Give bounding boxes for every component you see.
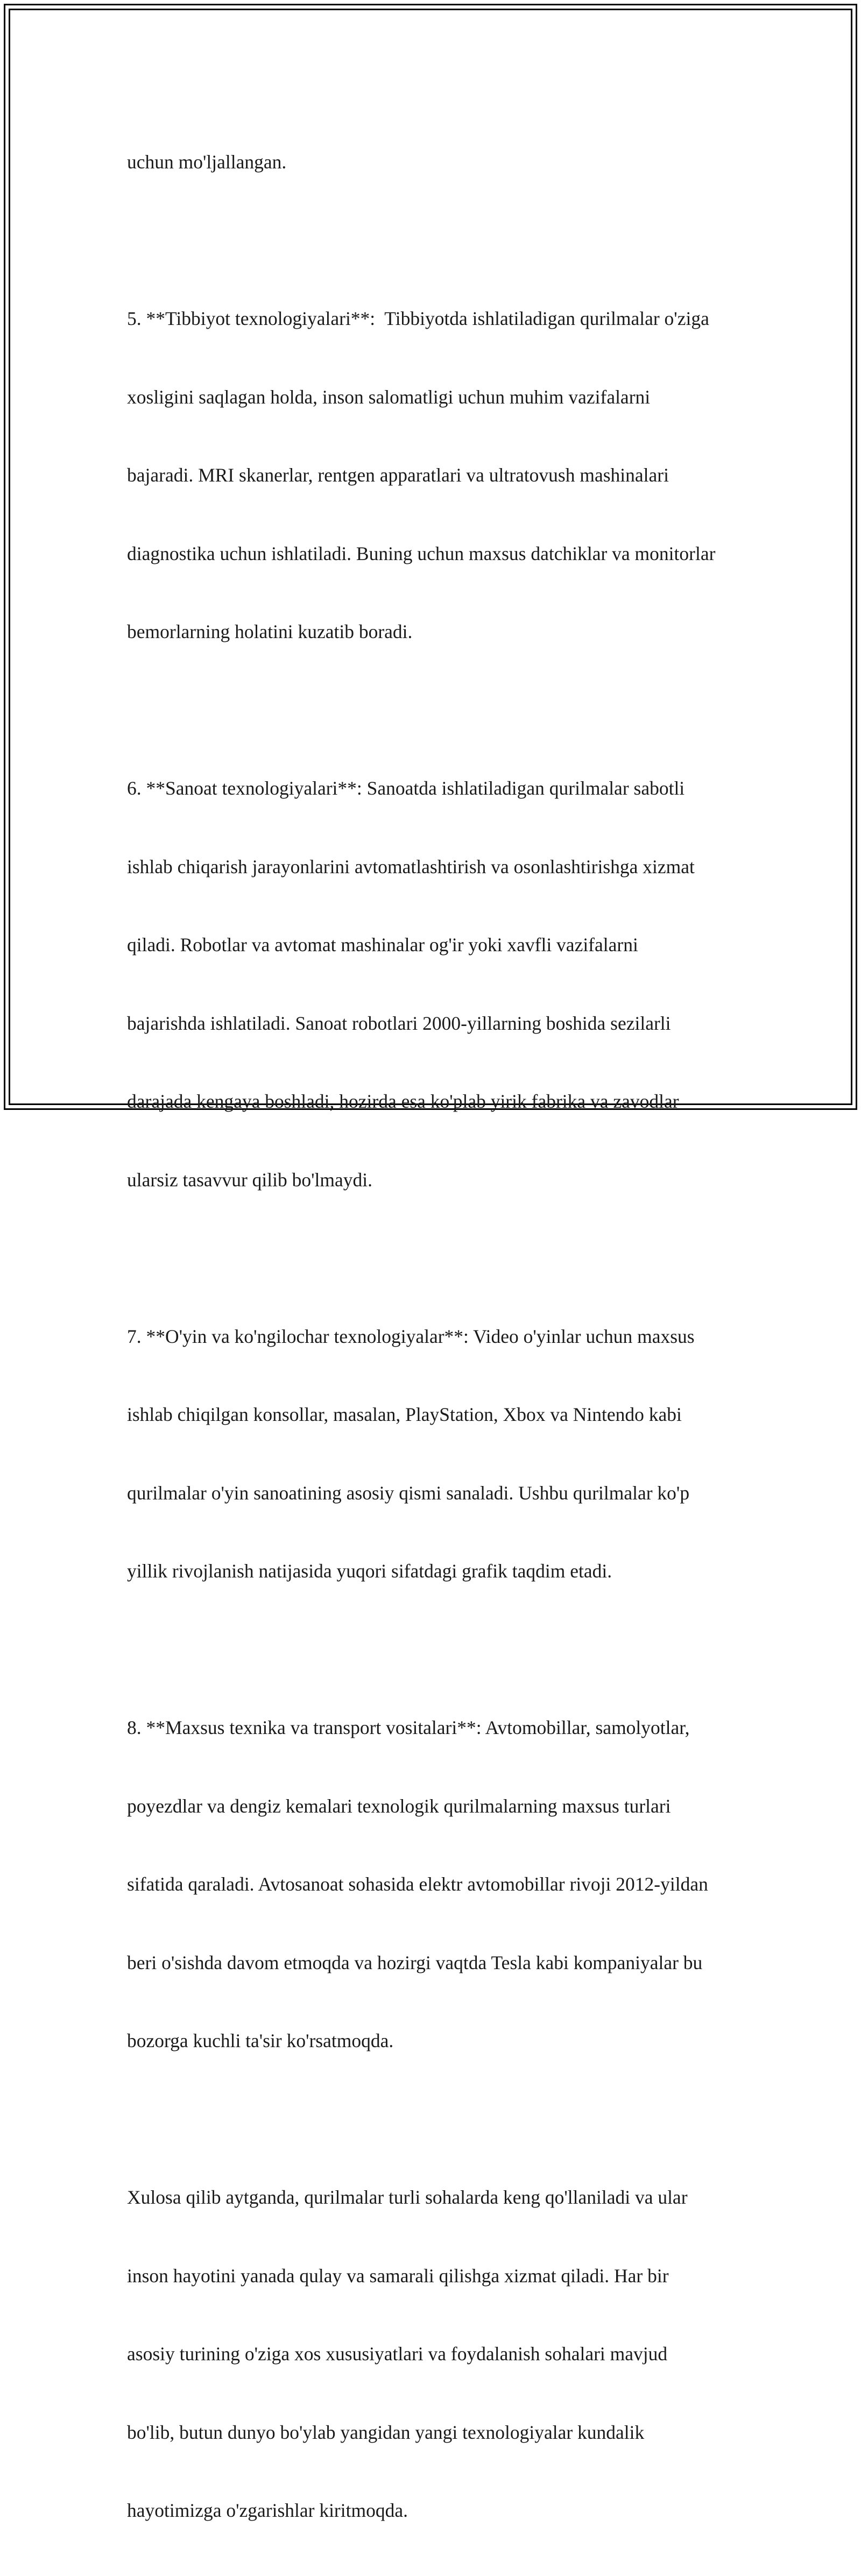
text-line: poyezdlar va dengiz kemalari texnologik qurilmalarning maxsus turlari bbox=[127, 1795, 671, 1817]
paragraph-conclusion bbox=[127, 2132, 740, 2576]
text-line: bajaradi. MRI skanerlar, rentgen apparatlari va ultratovush mashinalari bbox=[127, 464, 669, 486]
text-line: bajarishda ishlatiladi. Sanoat robotlari 2000-yillarning boshida sezilarli bbox=[127, 1012, 671, 1034]
text-line: qiladi. Robotlar va avtomat mashinalar og'ir yoki xavfli vazifalarni bbox=[127, 934, 638, 956]
text-line: beri o'sishda davom etmoqda va hozirgi vaqtda Tesla kabi kompaniyalar bu bbox=[127, 1951, 703, 1973]
text-line: xosligini saqlagan holda, inson salomatligi uchun muhim vazifalarni bbox=[127, 386, 651, 408]
text-line: 8. **Maxsus texnika va transport vositalari**: Avtomobillar, samolyotlar, bbox=[127, 1717, 690, 1738]
text-line: bemorlarning holatini kuzatib boradi. bbox=[127, 621, 413, 642]
text-line: 5. **Tibbiyot texnologiyalari**: Tibbiyotda ishlatiladigan qurilmalar o'ziga bbox=[127, 308, 709, 329]
text-line: bo'lib, butun dunyo bo'ylab yangidan yangi texnologiyalar kundalik bbox=[127, 2421, 645, 2443]
text-line: diagnostika uchun ishlatiladi. Buning uchun maxsus datchiklar va monitorlar bbox=[127, 542, 716, 564]
text-line: Xulosa qilib aytganda, qurilmalar turli sohalarda keng qo'llaniladi va ular bbox=[127, 2186, 688, 2208]
text-line: ishlab chiqilgan konsollar, masalan, PlayStation, Xbox va Nintendo kabi bbox=[127, 1404, 682, 1425]
text-line: inson hayotini yanada qulay va samarali qilishga xizmat qiladi. Har bir bbox=[127, 2264, 669, 2287]
paragraph-gaming-technologies bbox=[127, 1271, 740, 1637]
text-line: asosiy turining o'ziga xos xususiyatlari va foydalanish sohalari mavjud bbox=[127, 2343, 668, 2365]
paragraph-transport-technologies bbox=[127, 1662, 740, 2106]
text-line: uchun mo'ljallangan. bbox=[127, 151, 287, 173]
text-line: 6. **Sanoat texnologiyalari**: Sanoatda ishlatiladigan qurilmalar sabotli bbox=[127, 777, 685, 799]
text-line: hayotimizga o'zgarishlar kiritmoqda. bbox=[127, 2500, 408, 2521]
document-body bbox=[127, 97, 740, 2576]
text-line: sifatida qaraladi. Avtosanoat sohasida elektr avtomobillar rivoji 2012-yildan bbox=[127, 1873, 708, 1895]
text-line: 7. **O'yin va ko'ngilochar texnologiyalar**: Video o'yinlar uchun maxsus bbox=[127, 1325, 695, 1347]
text-line: yillik rivojlanish natijasida yuqori sifatdagi grafik taqdim etadi. bbox=[127, 1560, 612, 1582]
paragraph-continuation bbox=[127, 97, 740, 228]
text-line: qurilmalar o'yin sanoatining asosiy qismi sanaladi. Ushbu qurilmalar ko'p bbox=[127, 1482, 690, 1504]
text-line: darajada kengaya boshladi, hozirda esa ko'plab yirik fabrika va zavodlar bbox=[127, 1091, 679, 1112]
paragraph-industrial-technologies bbox=[127, 723, 740, 1245]
paragraph-medical-technologies bbox=[127, 253, 740, 697]
text-line: bozorga kuchli ta'sir ko'rsatmoqda. bbox=[127, 2030, 394, 2051]
text-line: ularsiz tasavvur qilib bo'lmaydi. bbox=[127, 1169, 372, 1191]
text-line: ishlab chiqarish jarayonlarini avtomatlashtirish va osonlashtirishga xizmat bbox=[127, 855, 695, 877]
